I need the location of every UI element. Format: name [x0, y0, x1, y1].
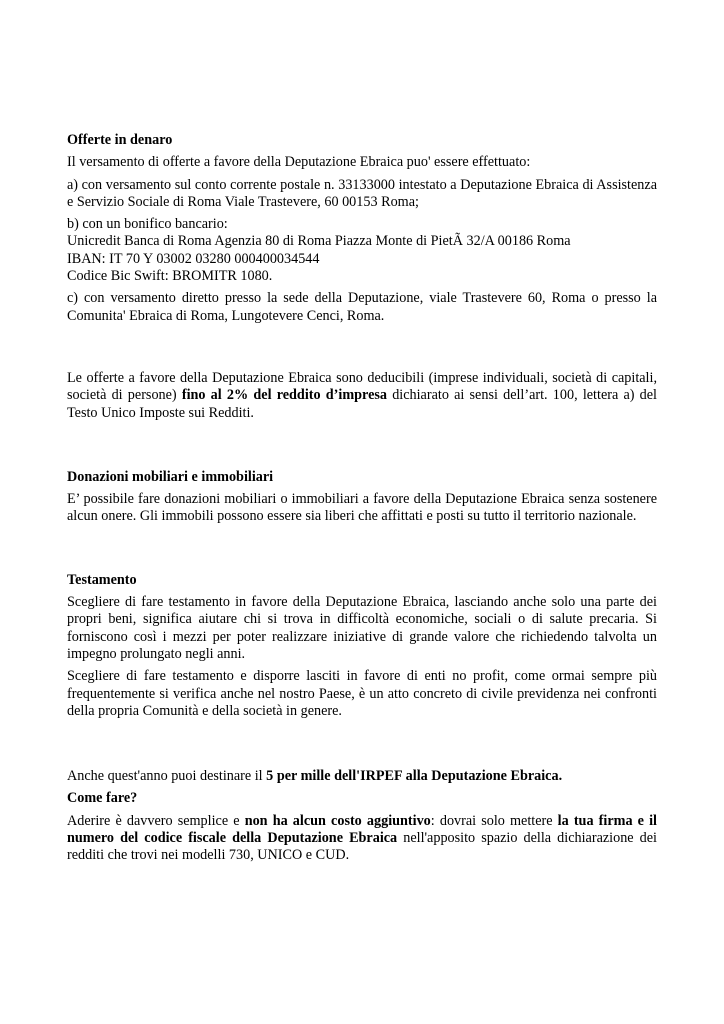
offerte-item-b: [67, 216, 657, 285]
deducibili-text-before: Le offerte a favore della Deputazione Ebraica sono deducibili (imprese individuali, società di capitali, società di persone): [67, 369, 657, 404]
cinque-mille-bold: 5 per mille dell'IRPEF alla Deputazione Ebraica.: [266, 768, 563, 785]
document-page: [67, 132, 657, 870]
heading-testamento: Testamento: [67, 571, 137, 588]
cinque-mille-text-before: Anche quest'anno puoi destinare il: [67, 768, 267, 785]
cinque-mille-intro: [67, 768, 657, 785]
item-b-bank: Unicredit Banca di Roma Agenzia 80 di Roma Piazza Monte di PietÃ 32/A 00186 Roma: [67, 233, 571, 250]
deducibili-paragraph: [67, 370, 657, 422]
donazioni-text: E’ possibile fare donazioni mobiliari o immobiliari a favore della Deputazione Ebraica senza sostenere alcun onere. Gli immobili possono essere sia liberi che affittati e posti su tutto il territorio nazionale.: [67, 491, 657, 525]
come-fare-bold2: la tua firma e il numero del codice fiscale della Deputazione Ebraica: [67, 812, 657, 847]
deducibili-text-after: dichiarato ai sensi dell’art. 100, lettera a) del Testo Unico Imposte sui Redditi.: [67, 387, 657, 421]
heading-come-fare: Come fare?: [67, 790, 138, 807]
come-fare-part3: nell'apposito spazio della dichiarazione dei redditi che trovi nei modelli 730, UNICO e CUD.: [67, 830, 657, 864]
item-b-swift: Codice Bic Swift: BROMITR 1080.: [67, 268, 273, 285]
come-fare-paragraph: [67, 813, 657, 865]
heading-offerte: Offerte in denaro: [67, 132, 173, 148]
deducibili-bold: fino al 2% del reddito d’impresa: [181, 387, 387, 404]
come-fare-bold1: non ha alcun costo aggiuntivo: [244, 812, 431, 829]
testamento-para1: Scegliere di fare testamento in favore della Deputazione Ebraica, lasciando anche solo una parte dei propri beni, significa aiutare chi si trova in difficoltà economiche, sociali o di salute precaria. Si forniscono così i mezzi per poter realizzare iniziative di grande valore che richiedendo talvolta un impegno prolungato negli anni.: [67, 594, 657, 662]
come-fare-part1: Aderire è davvero semplice e: [67, 812, 245, 829]
heading-donazioni: Donazioni mobiliari e immobiliari: [67, 468, 274, 485]
item-b-line: b) con un bonifico bancario:: [67, 216, 228, 233]
offerte-item-c: c) con versamento diretto presso la sede della Deputazione, viale Trastevere 60, Roma o presso la Comunita' Ebraica di Roma, Lungotevere Cenci, Roma.: [67, 290, 657, 324]
testamento-para2: Scegliere di fare testamento e disporre lasciti in favore di enti no profit, come ormai sempre più frequentemente si verifica anche nel nostro Paese, è un atto concreto di civile previdenza nei confronti della propria Comunità e della società in genere.: [67, 668, 657, 719]
offerte-item-a: a) con versamento sul conto corrente postale n. 33133000 intestato a Deputazione Ebraica di Assistenza e Servizio Sociale di Roma Viale Trastevere, 60 00153 Roma;: [67, 176, 657, 210]
come-fare-part2: : dovrai solo mettere: [430, 812, 558, 829]
item-b-iban: IBAN: IT 70 Y 03002 03280 000400034544: [67, 250, 320, 267]
offerte-intro: Il versamento di offerte a favore della Deputazione Ebraica puo' essere effettuato:: [67, 154, 531, 171]
